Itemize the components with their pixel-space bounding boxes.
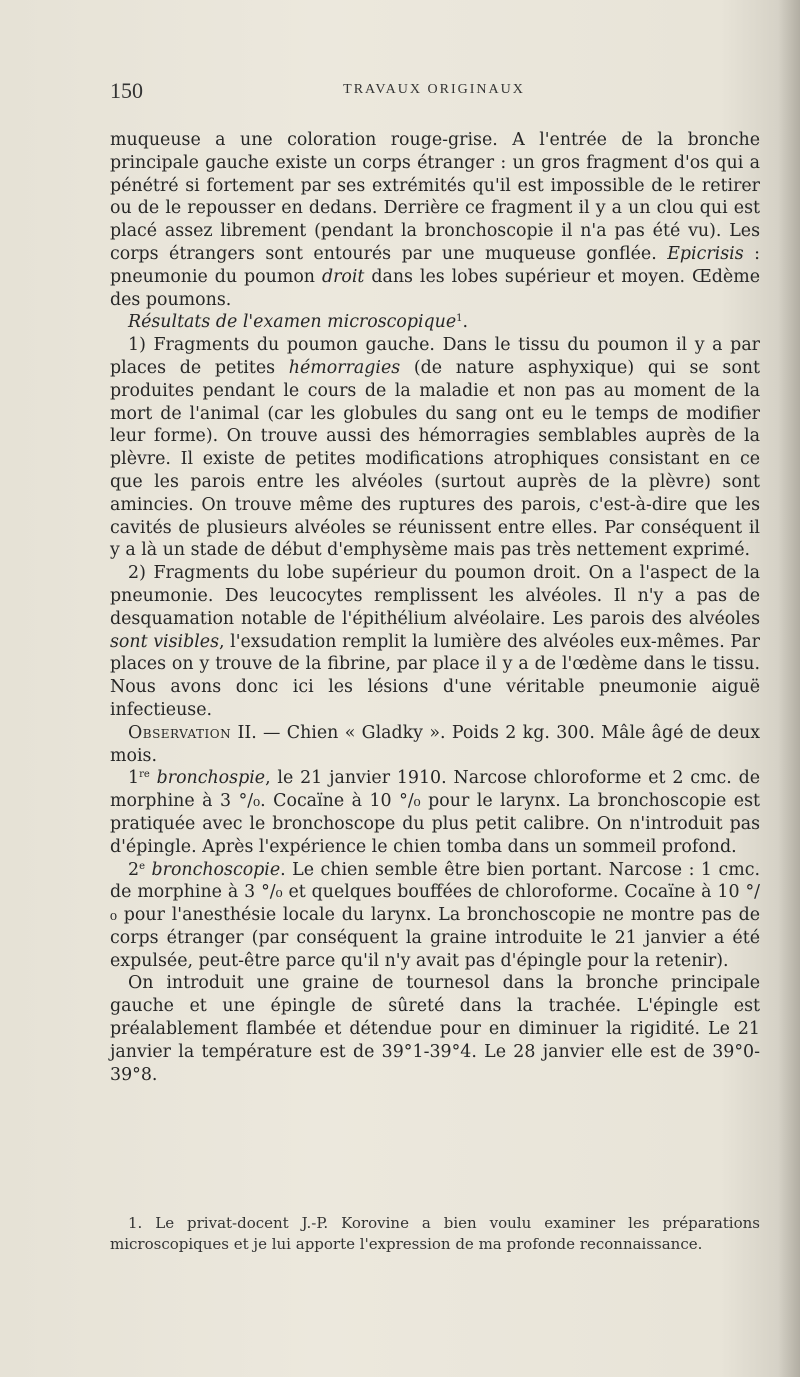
- observation-label: Observation: [128, 722, 232, 743]
- paragraph-6: 1re bronchospie, le 21 janvier 1910. Narcose chloroforme et 2 cmc. de morphine à 3 °/₀. Cocaïne à 10 °/₀ pour le larynx. La bronchoscopie est pratiquée avec le bronchoscope du plus petit calibre. On n'introduit pas d'épingle. Après l'expérience le chien tomba dans un sommeil profond.: [110, 768, 761, 857]
- footnote: [110, 1213, 760, 1254]
- page-number: 150: [110, 78, 143, 103]
- body-text: [110, 129, 760, 1086]
- page-header: [110, 78, 758, 102]
- paragraph-7: 2e bronchoscopie. Le chien semble être bien portant. Narcose : 1 cmc. de morphine à 3 °/₀ et quelques bouffées de chloroforme. Cocaïne à 10 °/₀ pour l'anesthésie locale du larynx. La bronchoscopie ne montre pas de corps étranger (par conséquent la graine introduite le 21 janvier a été expulsée, peut-être parce qu'il n'y avait pas d'épingle pour la retenir).: [110, 859, 760, 971]
- paragraph-4: 2) Fragments du lobe supérieur du poumon droit. On a l'aspect de la pneumonie. Des leucocytes remplissent les alvéoles. Il n'y a pas de desquamation notable de l'épithélium alvéolaire. Les parois des alvéoles sont visibles, l'exsudation remplit la lumière des alvéoles eux-mêmes. Par places on y trouve de la fibrine, par place il y a de l'œdème dans le tissu. Nous avons donc ici les lésions d'une véritable pneumonie aiguë infectieuse.: [110, 563, 760, 720]
- footnote-text: 1. Le privat-docent J.-P. Korovine a bien voulu examiner les préparations microscopiques et je lui apporte l'expression de ma profonde reconnaissance.: [110, 1214, 760, 1253]
- paragraph-1: muqueuse a une coloration rouge-grise. A l'entrée de la bronche principale gauche existe un corps étranger : un gros fragment d'os qui a pénétré si fortement par ses extrémités qu'il est impossible de le retirer ou de le repousser en dedans. Derrière ce fragment il y a un clou qui est placé assez librement (pendant la bronchoscopie il n'a pas été vu). Les corps étrangers sont entourés par une muqueuse gonflée. Epicrisis : pneumonie du poumon droit dans les lobes supérieur et moyen. Œdème des poumons.: [110, 130, 760, 310]
- epicrisis-label: Epicrisis: [667, 243, 744, 264]
- paragraph-8: On introduit une graine de tournesol dans la bronche principale gauche et une épingle de sûreté dans la trachée. L'épingle est préalablement flambée et détendue pour en diminuer la rigidité. Le 21 janvier la température est de 39°1-39°4. Le 28 janvier elle est de 39°0-39°8.: [110, 973, 760, 1085]
- paragraph-2-heading: Résultats de l'examen microscopique$^1$.: [128, 312, 469, 333]
- running-title: TRAVAUX ORIGINAUX: [343, 82, 525, 97]
- paragraph-3: 1) Fragments du poumon gauche. Dans le tissu du poumon il y a par places de petites hémorragies (de nature asphyxique) qui se sont produites pendant le cours de la maladie et non pas au moment de la mort de l'animal (car les globules du sang ont eu le temps de modifier leur forme). On trouve aussi des hémorragies semblables auprès de la plèvre. Il existe de petites modifications atrophiques consistant en ce que les parois entre les alvéoles (surtout auprès de la plèvre) sont amincies. On trouve même des ruptures des parois, c'est-à-dire que les cavités de plusieurs alvéoles se réunissent entre elles. Par conséquent il y a là un stade de début d'emphysème mais pas très nettement exprimé.: [110, 335, 760, 561]
- observation-heading: Observation II. — Chien « Gladky ». Poids 2 kg. 300. Mâle âgé de deux mois.: [110, 722, 760, 766]
- page-edge-shadow: [778, 0, 800, 1377]
- footnote-ref: 1: [456, 313, 463, 325]
- microscopic-results-title: Résultats de l'examen microscopique: [128, 312, 457, 333]
